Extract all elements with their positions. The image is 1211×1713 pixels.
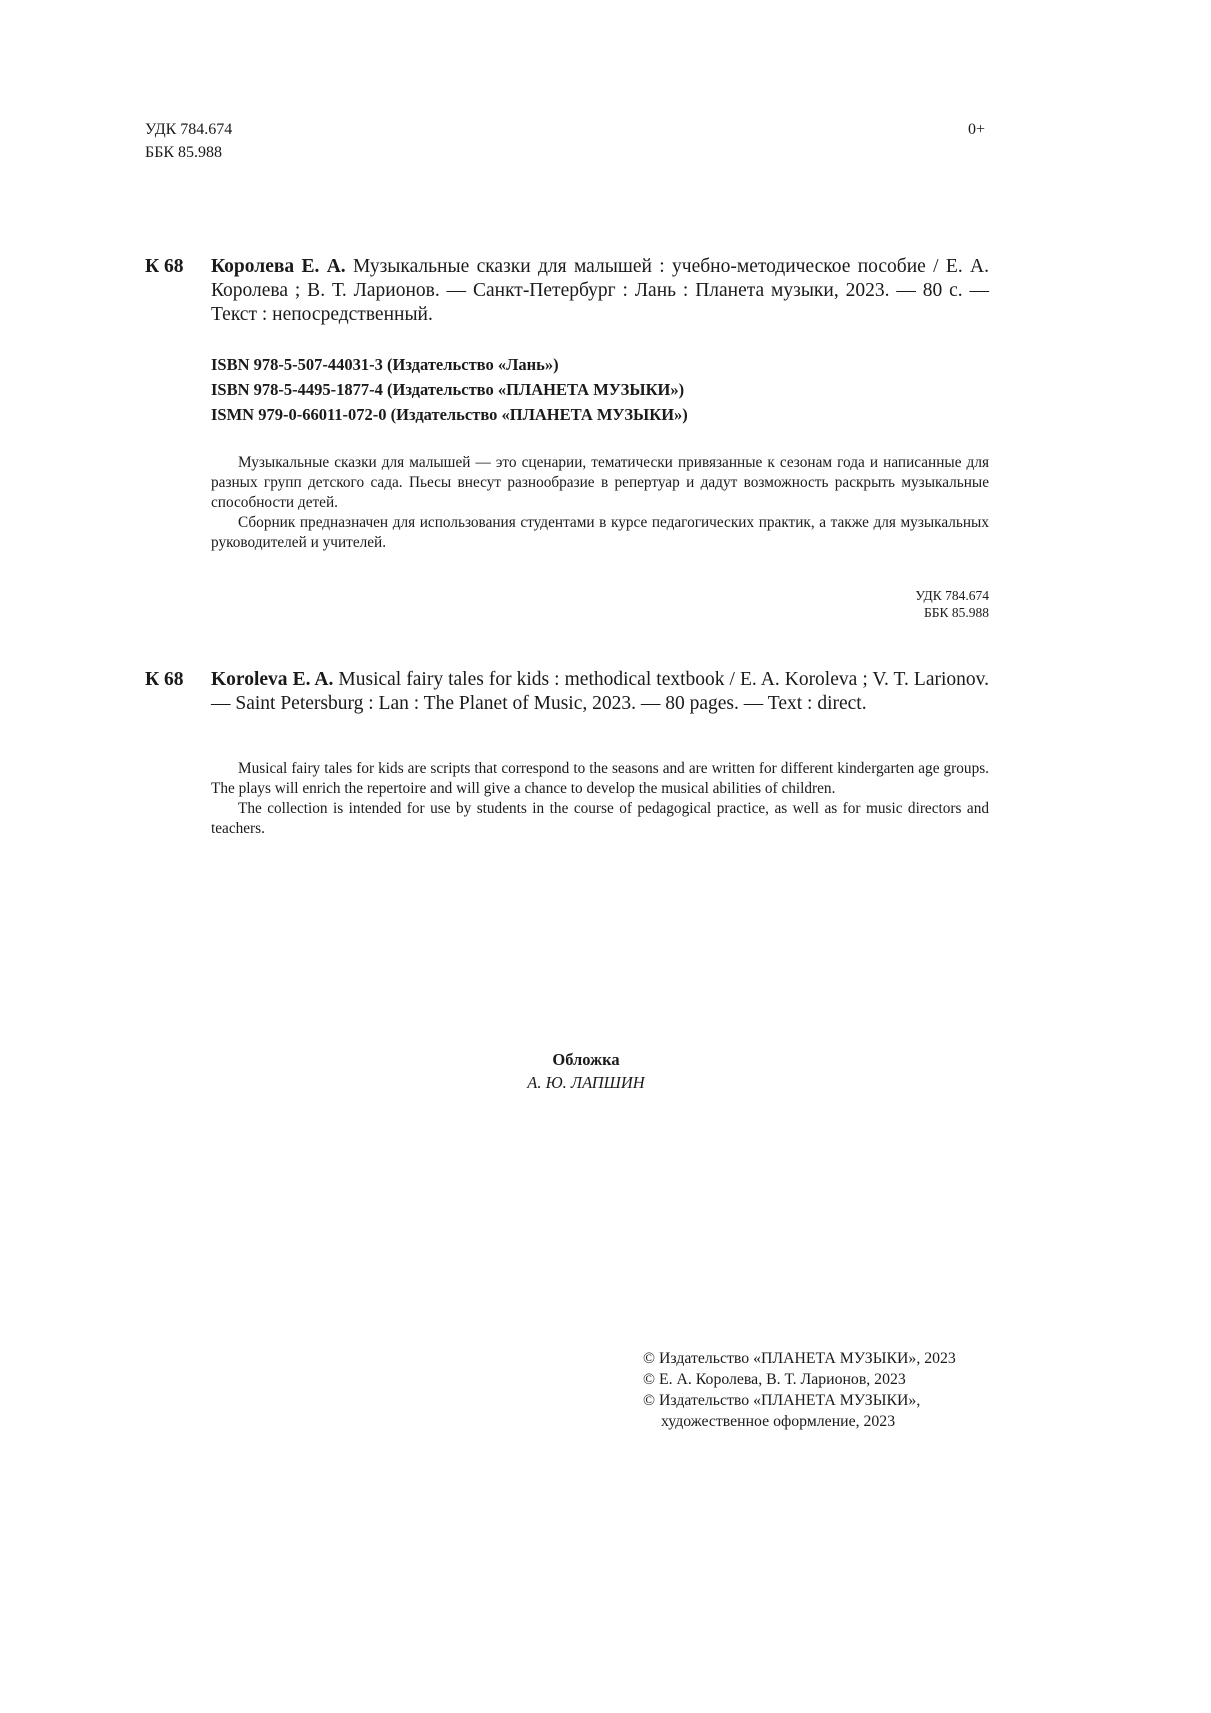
classification-right <box>915 587 989 621</box>
cover-credit <box>0 1048 1172 1094</box>
copyright-design-line2: художественное оформление, 2023 <box>661 1413 896 1430</box>
author-mark-ru: К 68 <box>145 256 184 277</box>
cover-designer: А. Ю. ЛАПШИН <box>527 1073 645 1092</box>
bibliographic-description-ru <box>211 255 989 327</box>
ismn-planeta: ISMN 979-0-66011-072-0 (Издательство «ПЛАНЕТА МУЗЫКИ») <box>211 405 688 424</box>
abstract-ru-paragraph-2: Сборник предназначен для использования студентами в курсе педагогических практик, а также для музыкальных руководителей и учителей. <box>211 514 989 551</box>
author-name-ru: Королева Е. А. <box>211 256 346 277</box>
cover-title: Обложка <box>552 1050 620 1069</box>
description-text-ru: Музыкальные сказки для малышей : учебно-методическое пособие / Е. А. Королева ; В. Т. Ларионов. — Санкт-Петербург : Лань : Планета музыки, 2023. — 80 с. — Текст : непосредственный. <box>211 256 989 325</box>
copyright-design-line1: © Издательство «ПЛАНЕТА МУЗЫКИ», <box>643 1392 921 1409</box>
bbk-code: ББК 85.988 <box>145 144 223 161</box>
isbn-lan: ISBN 978-5-507-44031-3 (Издательство «Лань») <box>211 355 559 374</box>
copyright-block <box>643 1348 956 1432</box>
catalog-entry-en <box>145 668 989 716</box>
abstract-en-paragraph-2: The collection is intended for use by students in the course of pedagogical practice, as well as for music directors and teachers. <box>211 800 989 837</box>
author-mark-en: К 68 <box>145 669 184 690</box>
copyright-authors: © Е. А. Королева, В. Т. Ларионов, 2023 <box>643 1371 906 1388</box>
abstract-ru-paragraph-1: Музыкальные сказки для малышей — это сценарии, тематически привязанные к сезонам года и написанные для разных групп детского сада. Пьесы внесут разнообразие в репертуар и дадут возможность раскрыть музыкальные способности детей. <box>211 454 989 511</box>
catalog-entry-ru <box>145 255 989 327</box>
udk-code-right: УДК 784.674 <box>915 588 989 603</box>
classification-top <box>145 118 232 164</box>
abstract-ru <box>211 453 989 553</box>
abstract-en-paragraph-1: Musical fairy tales for kids are scripts that correspond to the seasons and are written for different kindergarten age groups. The plays will enrich the repertoire and will give a chance to develop the musical abilities of children. <box>211 760 989 797</box>
description-text-en: Musical fairy tales for kids : methodical textbook / E. A. Koroleva ; V. T. Larionov. — Saint Petersburg : Lan : The Planet of Music, 2023. — 80 pages. — Text : direct. <box>211 669 989 714</box>
bibliographic-description-en <box>211 668 989 716</box>
author-name-en: Koroleva E. A. <box>211 669 334 690</box>
udk-code: УДК 784.674 <box>145 121 233 138</box>
copyright-publisher: © Издательство «ПЛАНЕТА МУЗЫКИ», 2023 <box>643 1350 956 1367</box>
abstract-en <box>211 759 989 839</box>
age-rating: 0+ <box>967 121 985 138</box>
identifiers-block <box>211 352 688 427</box>
bbk-code-right: ББК 85.988 <box>923 605 989 620</box>
isbn-planeta: ISBN 978-5-4495-1877-4 (Издательство «ПЛАНЕТА МУЗЫКИ») <box>211 380 685 399</box>
